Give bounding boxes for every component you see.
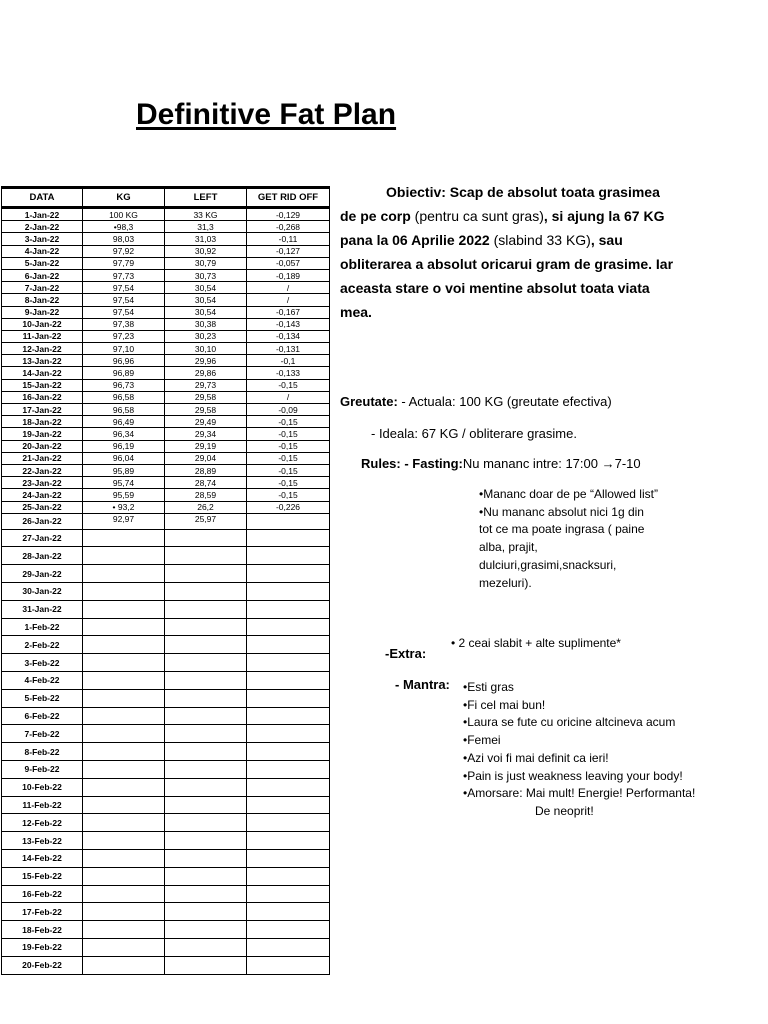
get-rid-off-cell: [247, 867, 330, 885]
kg-cell: [83, 814, 165, 832]
get-rid-off-cell: [247, 529, 330, 547]
table-row: [2, 208, 330, 221]
kg-cell: 92,97: [83, 513, 165, 529]
date-cell: 10-Jan-22: [2, 318, 83, 330]
left-cell: [165, 956, 247, 974]
header-kg: KG: [83, 188, 165, 208]
extra-label: -Extra:: [385, 646, 427, 661]
left-cell: 33 KG: [165, 208, 247, 221]
date-cell: 7-Feb-22: [2, 725, 83, 743]
left-cell: 30,92: [165, 245, 247, 257]
left-cell: 30,79: [165, 257, 247, 269]
get-rid-off-cell: [247, 672, 330, 690]
greutate-actual: - Actuala: 100 KG (greutate efectiva): [397, 394, 612, 409]
left-cell: [165, 618, 247, 636]
date-cell: 4-Feb-22: [2, 672, 83, 690]
rules-line: [361, 456, 641, 471]
date-cell: 1-Feb-22: [2, 618, 83, 636]
date-cell: 18-Feb-22: [2, 921, 83, 939]
get-rid-off-cell: -0,15: [247, 464, 330, 476]
left-cell: 30,23: [165, 330, 247, 342]
table-row: [2, 761, 330, 779]
date-cell: 10-Feb-22: [2, 778, 83, 796]
mantra-label: - Mantra:: [395, 677, 450, 692]
mantra-item: •Pain is just weakness leaving your body!: [463, 768, 683, 783]
left-cell: 29,58: [165, 404, 247, 416]
date-cell: 7-Jan-22: [2, 282, 83, 294]
date-cell: 2-Feb-22: [2, 636, 83, 654]
date-cell: 2-Jan-22: [2, 221, 83, 233]
kg-cell: 95,89: [83, 464, 165, 476]
get-rid-off-cell: [247, 654, 330, 672]
get-rid-off-cell: [247, 778, 330, 796]
kg-cell: 97,23: [83, 330, 165, 342]
left-cell: [165, 725, 247, 743]
date-cell: 8-Jan-22: [2, 294, 83, 306]
get-rid-off-cell: -0,134: [247, 330, 330, 342]
greutate-ideal: - Ideala: 67 KG / obliterare grasime.: [371, 426, 577, 441]
date-cell: 19-Feb-22: [2, 939, 83, 957]
kg-cell: 97,73: [83, 269, 165, 281]
weight-log-table: [1, 186, 330, 975]
date-cell: 16-Jan-22: [2, 391, 83, 403]
date-cell: 9-Feb-22: [2, 761, 83, 779]
get-rid-off-cell: [247, 814, 330, 832]
header-date: DATA: [2, 188, 83, 208]
left-cell: [165, 761, 247, 779]
kg-cell: [83, 885, 165, 903]
kg-cell: 100 KG: [83, 208, 165, 221]
kg-cell: 96,34: [83, 428, 165, 440]
table-row: [2, 464, 330, 476]
kg-cell: [83, 600, 165, 618]
objective-text-5: , sau obliterarea a absolut oricarui gram de grasime. Iar aceasta stare o voi mentine absolut toata viata mea.: [340, 232, 674, 320]
get-rid-off-cell: -0,189: [247, 269, 330, 281]
table-row: [2, 707, 330, 725]
left-cell: [165, 636, 247, 654]
objective-text-4: (slabind 33 KG): [489, 232, 591, 248]
table-row: [2, 269, 330, 281]
get-rid-off-cell: [247, 513, 330, 529]
left-cell: 29,73: [165, 379, 247, 391]
table-row: [2, 583, 330, 601]
left-cell: 29,04: [165, 452, 247, 464]
fasting-label: - Fasting:: [400, 456, 463, 471]
kg-cell: [83, 654, 165, 672]
kg-cell: [83, 583, 165, 601]
get-rid-off-cell: [247, 583, 330, 601]
table-row: [2, 672, 330, 690]
date-cell: 18-Jan-22: [2, 416, 83, 428]
table-row: [2, 452, 330, 464]
date-cell: 13-Feb-22: [2, 832, 83, 850]
kg-cell: [83, 707, 165, 725]
date-cell: 12-Feb-22: [2, 814, 83, 832]
mantra-list: [463, 679, 695, 821]
fasting-text: Nu mananc intre: 17:00 →7-10: [462, 456, 641, 471]
get-rid-off-cell: /: [247, 391, 330, 403]
table-row: [2, 306, 330, 318]
greutate-line: [340, 394, 612, 409]
kg-cell: 97,54: [83, 306, 165, 318]
date-cell: 13-Jan-22: [2, 355, 83, 367]
mantra-item: •Azi voi fi mai definit ca ieri!: [463, 750, 609, 765]
kg-cell: 97,54: [83, 294, 165, 306]
kg-cell: [83, 796, 165, 814]
objective-text-1: Obiectiv: Scap de absolut toata grasimea de pe corp: [340, 184, 660, 224]
date-cell: 15-Jan-22: [2, 379, 83, 391]
table-row: [2, 294, 330, 306]
table-row: [2, 689, 330, 707]
kg-cell: [83, 547, 165, 565]
left-cell: 30,73: [165, 269, 247, 281]
date-cell: 24-Jan-22: [2, 489, 83, 501]
get-rid-off-cell: [247, 939, 330, 957]
date-cell: 20-Feb-22: [2, 956, 83, 974]
date-cell: 3-Jan-22: [2, 233, 83, 245]
get-rid-off-cell: -0,15: [247, 489, 330, 501]
table-row: [2, 832, 330, 850]
table-row: [2, 796, 330, 814]
table-row: [2, 367, 330, 379]
kg-cell: 98,03: [83, 233, 165, 245]
left-cell: 25,97: [165, 513, 247, 529]
date-cell: 28-Jan-22: [2, 547, 83, 565]
left-cell: [165, 921, 247, 939]
kg-cell: 96,19: [83, 440, 165, 452]
get-rid-off-cell: -0,131: [247, 343, 330, 355]
table-row: [2, 501, 330, 513]
get-rid-off-cell: [247, 707, 330, 725]
rules-list: [479, 486, 659, 592]
objective-text-2: (pentru ca sunt gras): [410, 208, 544, 224]
left-cell: [165, 600, 247, 618]
left-cell: [165, 689, 247, 707]
left-cell: [165, 547, 247, 565]
get-rid-off-cell: [247, 850, 330, 868]
left-cell: [165, 832, 247, 850]
get-rid-off-cell: [247, 921, 330, 939]
table-row: [2, 440, 330, 452]
get-rid-off-cell: -0,15: [247, 452, 330, 464]
kg-cell: 97,38: [83, 318, 165, 330]
left-cell: [165, 903, 247, 921]
get-rid-off-cell: -0,057: [247, 257, 330, 269]
left-cell: 31,3: [165, 221, 247, 233]
kg-cell: [83, 956, 165, 974]
table-row: [2, 939, 330, 957]
table-header-row: [2, 188, 330, 208]
get-rid-off-cell: -0,143: [247, 318, 330, 330]
kg-cell: 96,49: [83, 416, 165, 428]
kg-cell: [83, 921, 165, 939]
page-title: Definitive Fat Plan: [136, 98, 397, 131]
kg-cell: 96,89: [83, 367, 165, 379]
left-cell: 31,03: [165, 233, 247, 245]
kg-cell: [83, 778, 165, 796]
greutate-label: Greutate:: [340, 394, 398, 409]
get-rid-off-cell: [247, 618, 330, 636]
date-cell: 12-Jan-22: [2, 343, 83, 355]
kg-cell: 95,59: [83, 489, 165, 501]
left-cell: 30,54: [165, 306, 247, 318]
table-row: [2, 547, 330, 565]
left-cell: [165, 654, 247, 672]
rules-item: •Mananc doar de pe “Allowed list”: [479, 487, 658, 501]
get-rid-off-cell: [247, 956, 330, 974]
table-row: [2, 318, 330, 330]
kg-cell: 96,04: [83, 452, 165, 464]
table-row: [2, 814, 330, 832]
kg-cell: 96,73: [83, 379, 165, 391]
extra-item: • 2 ceai slabit + alte suplimente*: [451, 636, 621, 650]
left-cell: [165, 885, 247, 903]
kg-cell: [83, 832, 165, 850]
mantra-item: •Esti gras: [463, 680, 514, 694]
table-row: [2, 477, 330, 489]
kg-cell: [83, 725, 165, 743]
left-cell: 28,59: [165, 489, 247, 501]
left-cell: 29,34: [165, 428, 247, 440]
get-rid-off-cell: [247, 725, 330, 743]
get-rid-off-cell: -0,09: [247, 404, 330, 416]
date-cell: 9-Jan-22: [2, 306, 83, 318]
kg-cell: [83, 743, 165, 761]
table-row: [2, 529, 330, 547]
left-cell: 28,74: [165, 477, 247, 489]
left-cell: [165, 707, 247, 725]
date-cell: 29-Jan-22: [2, 565, 83, 583]
date-cell: 1-Jan-22: [2, 208, 83, 221]
left-cell: [165, 743, 247, 761]
table-row: [2, 743, 330, 761]
get-rid-off-cell: -0,11: [247, 233, 330, 245]
get-rid-off-cell: /: [247, 282, 330, 294]
kg-cell: • 93,2: [83, 501, 165, 513]
date-cell: 4-Jan-22: [2, 245, 83, 257]
get-rid-off-cell: -0,268: [247, 221, 330, 233]
left-cell: [165, 850, 247, 868]
kg-cell: [83, 529, 165, 547]
date-cell: 21-Jan-22: [2, 452, 83, 464]
date-cell: 11-Feb-22: [2, 796, 83, 814]
kg-cell: [83, 939, 165, 957]
get-rid-off-cell: /: [247, 294, 330, 306]
get-rid-off-cell: [247, 832, 330, 850]
get-rid-off-cell: -0,167: [247, 306, 330, 318]
date-cell: 8-Feb-22: [2, 743, 83, 761]
kg-cell: 97,54: [83, 282, 165, 294]
table-row: [2, 618, 330, 636]
mantra-item: •Fi cel mai bun!: [463, 697, 546, 712]
mantra-item: De neoprit!: [535, 803, 594, 818]
table-row: [2, 850, 330, 868]
table-row: [2, 282, 330, 294]
get-rid-off-cell: [247, 885, 330, 903]
get-rid-off-cell: [247, 743, 330, 761]
kg-cell: •98,3: [83, 221, 165, 233]
table-row: [2, 428, 330, 440]
left-cell: [165, 583, 247, 601]
left-cell: 30,38: [165, 318, 247, 330]
date-cell: 15-Feb-22: [2, 867, 83, 885]
left-cell: [165, 796, 247, 814]
date-cell: 5-Feb-22: [2, 689, 83, 707]
table-row: [2, 725, 330, 743]
date-cell: 11-Jan-22: [2, 330, 83, 342]
get-rid-off-cell: -0,15: [247, 379, 330, 391]
get-rid-off-cell: [247, 600, 330, 618]
left-cell: [165, 814, 247, 832]
kg-cell: 97,10: [83, 343, 165, 355]
get-rid-off-cell: [247, 565, 330, 583]
get-rid-off-cell: -0,127: [247, 245, 330, 257]
table-row: [2, 221, 330, 233]
date-cell: 23-Jan-22: [2, 477, 83, 489]
left-cell: 28,89: [165, 464, 247, 476]
get-rid-off-cell: [247, 903, 330, 921]
date-cell: 16-Feb-22: [2, 885, 83, 903]
kg-cell: 95,74: [83, 477, 165, 489]
date-cell: 26-Jan-22: [2, 513, 83, 529]
table-row: [2, 600, 330, 618]
date-cell: 27-Jan-22: [2, 529, 83, 547]
date-cell: 6-Feb-22: [2, 707, 83, 725]
header-get-rid-off: GET RID OFF: [247, 188, 330, 208]
kg-cell: [83, 672, 165, 690]
left-cell: [165, 867, 247, 885]
table-row: [2, 513, 330, 529]
get-rid-off-cell: [247, 796, 330, 814]
left-cell: [165, 939, 247, 957]
get-rid-off-cell: -0,15: [247, 416, 330, 428]
table-row: [2, 257, 330, 269]
table-row: [2, 404, 330, 416]
table-row: [2, 565, 330, 583]
rules-item: •Nu mananc absolut nici 1g din tot ce ma poate ingrasa ( paine alba, prajit, dulciuri,grasimi,snacksuri, mezeluri).: [479, 504, 645, 590]
left-cell: 29,49: [165, 416, 247, 428]
left-cell: [165, 565, 247, 583]
table-row: [2, 903, 330, 921]
date-cell: 30-Jan-22: [2, 583, 83, 601]
get-rid-off-cell: [247, 636, 330, 654]
date-cell: 3-Feb-22: [2, 654, 83, 672]
kg-cell: [83, 565, 165, 583]
get-rid-off-cell: [247, 761, 330, 779]
kg-cell: [83, 850, 165, 868]
header-left: LEFT: [165, 188, 247, 208]
get-rid-off-cell: -0,226: [247, 501, 330, 513]
kg-cell: [83, 618, 165, 636]
table-row: [2, 654, 330, 672]
left-cell: [165, 529, 247, 547]
date-cell: 17-Jan-22: [2, 404, 83, 416]
table-row: [2, 355, 330, 367]
date-cell: 17-Feb-22: [2, 903, 83, 921]
date-cell: 31-Jan-22: [2, 600, 83, 618]
mantra-item: •Femei: [463, 733, 501, 748]
table-row: [2, 956, 330, 974]
table-row: [2, 391, 330, 403]
table-row: [2, 489, 330, 501]
date-cell: 6-Jan-22: [2, 269, 83, 281]
date-cell: 14-Feb-22: [2, 850, 83, 868]
kg-cell: [83, 761, 165, 779]
date-cell: 5-Jan-22: [2, 257, 83, 269]
kg-cell: [83, 867, 165, 885]
table-row: [2, 379, 330, 391]
objective-paragraph: [340, 180, 680, 324]
table-row: [2, 233, 330, 245]
kg-cell: 96,58: [83, 391, 165, 403]
table-row: [2, 636, 330, 654]
left-cell: 30,10: [165, 343, 247, 355]
left-cell: 26,2: [165, 501, 247, 513]
table-row: [2, 330, 330, 342]
get-rid-off-cell: -0,133: [247, 367, 330, 379]
left-cell: 29,58: [165, 391, 247, 403]
date-cell: 20-Jan-22: [2, 440, 83, 452]
get-rid-off-cell: -0,129: [247, 208, 330, 221]
left-cell: 29,86: [165, 367, 247, 379]
table-row: [2, 867, 330, 885]
date-cell: 14-Jan-22: [2, 367, 83, 379]
table-row: [2, 343, 330, 355]
kg-cell: 97,92: [83, 245, 165, 257]
rules-label: Rules:: [361, 456, 401, 471]
left-cell: 30,54: [165, 282, 247, 294]
get-rid-off-cell: -0,1: [247, 355, 330, 367]
mantra-item: •Amorsare: Mai mult! Energie! Performanta!: [463, 786, 696, 801]
kg-cell: [83, 636, 165, 654]
get-rid-off-cell: -0,15: [247, 477, 330, 489]
kg-cell: [83, 903, 165, 921]
date-cell: 19-Jan-22: [2, 428, 83, 440]
kg-cell: 97,79: [83, 257, 165, 269]
table-row: [2, 416, 330, 428]
get-rid-off-cell: -0,15: [247, 428, 330, 440]
left-cell: [165, 778, 247, 796]
mantra-item: •Laura se fute cu oricine altcineva acum: [463, 715, 676, 730]
kg-cell: [83, 689, 165, 707]
left-cell: 29,19: [165, 440, 247, 452]
get-rid-off-cell: -0,15: [247, 440, 330, 452]
table-row: [2, 921, 330, 939]
table-row: [2, 778, 330, 796]
left-cell: [165, 672, 247, 690]
objective-text-3: , si ajung la 67 KG pana la 06 Aprilie 2022: [340, 208, 665, 248]
date-cell: 25-Jan-22: [2, 501, 83, 513]
left-cell: 30,54: [165, 294, 247, 306]
table-row: [2, 245, 330, 257]
kg-cell: 96,58: [83, 404, 165, 416]
get-rid-off-cell: [247, 689, 330, 707]
kg-cell: 96,96: [83, 355, 165, 367]
get-rid-off-cell: [247, 547, 330, 565]
table-row: [2, 885, 330, 903]
left-cell: 29,96: [165, 355, 247, 367]
table-body: [2, 208, 330, 975]
date-cell: 22-Jan-22: [2, 464, 83, 476]
